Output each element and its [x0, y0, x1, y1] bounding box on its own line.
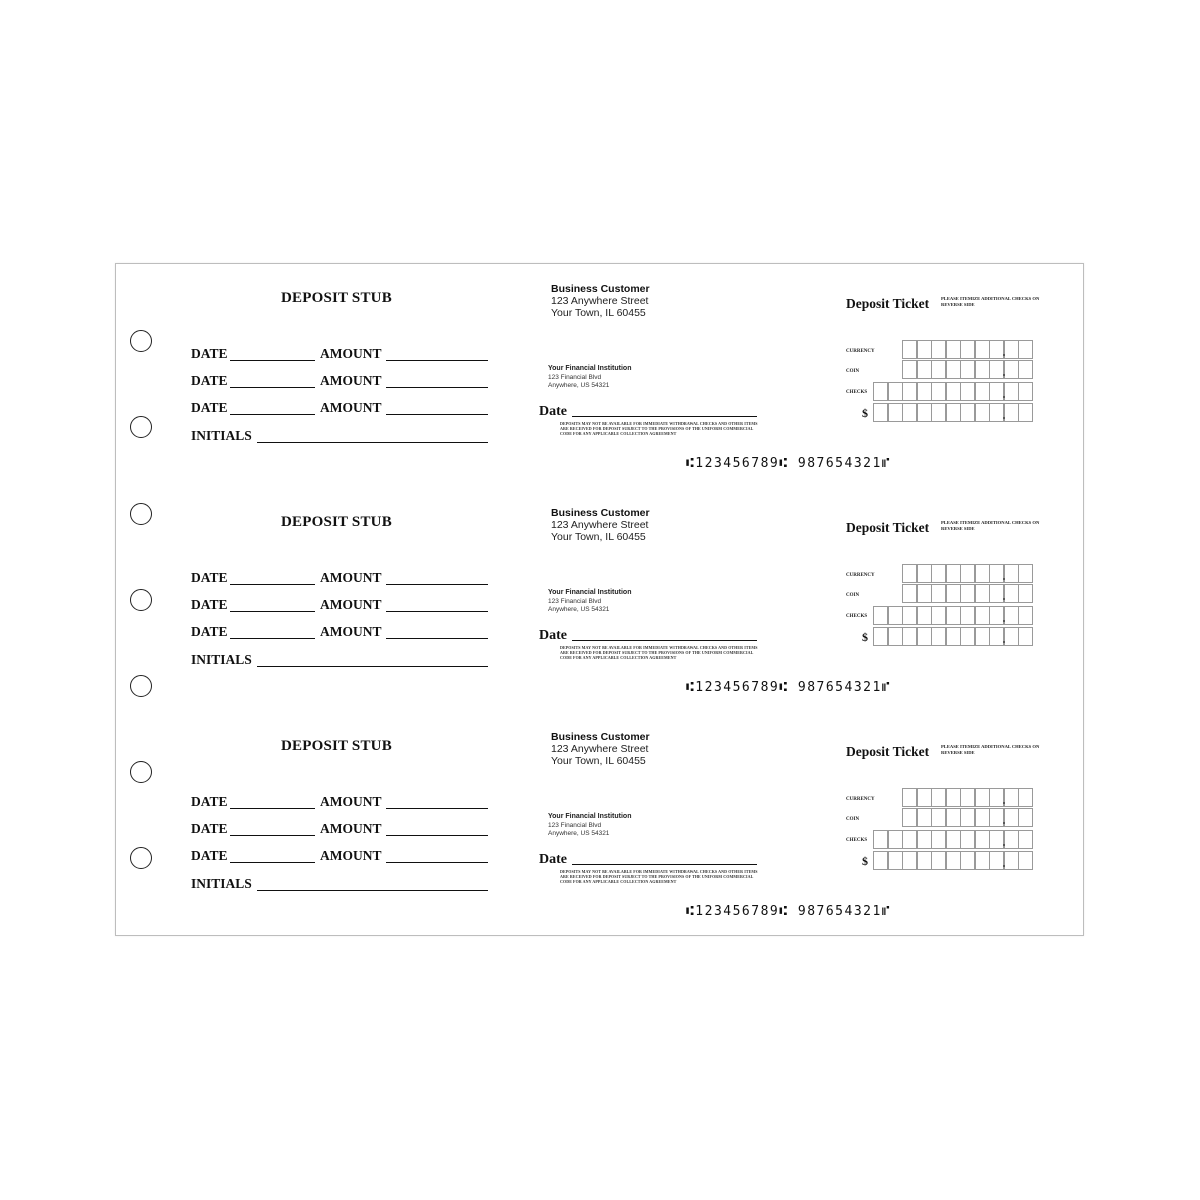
total-amount-cell[interactable] — [946, 627, 961, 646]
stub-date-label: DATE — [191, 821, 228, 836]
currency-amount-cell[interactable] — [989, 340, 1004, 359]
stub-amount-label: AMOUNT — [320, 624, 382, 639]
institution-street: 123 Financial Blvd — [548, 374, 602, 381]
checks-amount-cell[interactable] — [989, 382, 1004, 401]
checks-amount-cell[interactable] — [989, 830, 1004, 849]
currency-amount-cell[interactable] — [1004, 340, 1019, 359]
currency-amount-cell[interactable] — [975, 340, 990, 359]
coin-amount-cell[interactable] — [946, 808, 961, 827]
total-dollar-sign: $ — [862, 406, 868, 420]
total-amount-cell[interactable] — [931, 851, 946, 870]
total-amount-cell[interactable] — [888, 403, 903, 422]
checks-amount-cell[interactable] — [989, 606, 1004, 625]
total-dollar-sign: $ — [862, 630, 868, 644]
checks-label: CHECKS — [846, 614, 868, 619]
checks-amount-cell[interactable] — [946, 606, 961, 625]
coin-amount-cell[interactable] — [975, 584, 990, 603]
currency-amount-cell[interactable] — [1018, 564, 1033, 583]
deposit-ticket-title: Deposit Ticket — [846, 744, 930, 759]
currency-amount-cell[interactable] — [917, 564, 932, 583]
checks-amount-cell[interactable] — [902, 382, 917, 401]
stub-date-label: DATE — [191, 400, 228, 415]
coin-amount-cell[interactable] — [989, 584, 1004, 603]
stub-date-label: DATE — [191, 597, 228, 612]
coin-amount-cell[interactable] — [902, 360, 917, 379]
total-amount-cell[interactable] — [873, 851, 888, 870]
deposit-section — [116, 488, 1085, 712]
stub-date-field[interactable] — [230, 387, 315, 388]
checks-amount-cell[interactable] — [975, 382, 990, 401]
institution-street: 123 Financial Blvd — [548, 598, 602, 605]
itemize-note: PLEASE ITEMIZE ADDITIONAL CHECKS ON REVERSE SIDE — [941, 520, 1040, 531]
coin-amount-cell[interactable] — [1018, 808, 1033, 827]
stub-date-field[interactable] — [230, 414, 315, 415]
currency-amount-cell[interactable] — [902, 564, 917, 583]
customer-name: Business Customer — [551, 731, 650, 743]
decimal-point — [1003, 620, 1005, 622]
customer-city: Your Town, IL 60455 — [551, 307, 646, 319]
coin-amount-cell[interactable] — [975, 808, 990, 827]
checks-amount-cell[interactable] — [1018, 382, 1033, 401]
total-amount-cell[interactable] — [873, 403, 888, 422]
total-amount-cell[interactable] — [902, 403, 917, 422]
currency-amount-cell[interactable] — [975, 564, 990, 583]
checks-amount-cell[interactable] — [873, 382, 888, 401]
total-amount-cell[interactable] — [989, 403, 1004, 422]
stub-initials-field[interactable] — [257, 666, 488, 667]
stub-date-field[interactable] — [230, 835, 315, 836]
stub-date-field[interactable] — [230, 584, 315, 585]
stub-date-label: DATE — [191, 624, 228, 639]
stub-amount-label: AMOUNT — [320, 848, 382, 863]
deposit-ticket-title: Deposit Ticket — [846, 520, 930, 535]
stub-amount-field[interactable] — [386, 360, 488, 361]
checks-amount-cell[interactable] — [931, 382, 946, 401]
currency-amount-cell[interactable] — [1004, 564, 1019, 583]
total-amount-cell[interactable] — [960, 851, 975, 870]
ticket-date-label: Date — [539, 404, 567, 419]
decimal-point — [1003, 641, 1005, 643]
total-dollar-sign: $ — [862, 854, 868, 868]
currency-amount-cell[interactable] — [917, 788, 932, 807]
stub-date-label: DATE — [191, 570, 228, 585]
stub-date-field[interactable] — [230, 638, 315, 639]
total-amount-cell[interactable] — [1004, 851, 1019, 870]
ticket-date-label: Date — [539, 852, 567, 867]
coin-label: COIN — [846, 817, 860, 822]
stub-initials-label: INITIALS — [191, 652, 252, 667]
decimal-point — [1003, 578, 1005, 580]
stub-initials-label: INITIALS — [191, 428, 252, 443]
total-amount-cell[interactable] — [975, 403, 990, 422]
deposit-section — [116, 264, 1085, 488]
currency-amount-cell[interactable] — [902, 788, 917, 807]
stub-amount-label: AMOUNT — [320, 400, 382, 415]
institution-name: Your Financial Institution — [548, 589, 632, 596]
institution-street: 123 Financial Blvd — [548, 822, 602, 829]
checks-amount-cell[interactable] — [1018, 830, 1033, 849]
deposit-ticket-title: Deposit Ticket — [846, 296, 930, 311]
coin-amount-cell[interactable] — [960, 808, 975, 827]
stub-amount-field[interactable] — [386, 414, 488, 415]
coin-amount-cell[interactable] — [960, 360, 975, 379]
currency-label: CURRENCY — [846, 573, 875, 578]
coin-amount-cell[interactable] — [902, 808, 917, 827]
stub-amount-field[interactable] — [386, 862, 488, 863]
checks-amount-cell[interactable] — [917, 382, 932, 401]
checks-amount-cell[interactable] — [946, 830, 961, 849]
currency-amount-cell[interactable] — [931, 340, 946, 359]
stub-amount-label: AMOUNT — [320, 373, 382, 388]
customer-name: Business Customer — [551, 283, 650, 295]
checks-amount-cell[interactable] — [873, 606, 888, 625]
decimal-point — [1003, 417, 1005, 419]
currency-amount-cell[interactable] — [1018, 340, 1033, 359]
total-amount-cell[interactable] — [873, 627, 888, 646]
decimal-point — [1003, 802, 1005, 804]
stub-date-field[interactable] — [230, 611, 315, 612]
checks-amount-cell[interactable] — [902, 606, 917, 625]
stub-amount-field[interactable] — [386, 808, 488, 809]
currency-amount-cell[interactable] — [931, 788, 946, 807]
coin-amount-cell[interactable] — [946, 360, 961, 379]
coin-amount-cell[interactable] — [946, 584, 961, 603]
stub-initials-field[interactable] — [257, 890, 488, 891]
coin-amount-cell[interactable] — [917, 360, 932, 379]
currency-amount-cell[interactable] — [989, 564, 1004, 583]
total-amount-cell[interactable] — [975, 851, 990, 870]
checks-amount-cell[interactable] — [960, 382, 975, 401]
coin-amount-cell[interactable] — [1018, 584, 1033, 603]
stub-date-field[interactable] — [230, 862, 315, 863]
total-amount-cell[interactable] — [1018, 851, 1033, 870]
checks-amount-cell[interactable] — [946, 382, 961, 401]
total-amount-cell[interactable] — [960, 403, 975, 422]
coin-amount-cell[interactable] — [989, 360, 1004, 379]
stub-amount-field[interactable] — [386, 835, 488, 836]
micr-line: ⑆123456789⑆ 987654321⑈ — [686, 456, 892, 471]
ticket-date-field[interactable] — [572, 416, 757, 417]
checks-amount-cell[interactable] — [888, 606, 903, 625]
institution-city: Anywhere, US 54321 — [548, 382, 610, 389]
coin-amount-cell[interactable] — [960, 584, 975, 603]
institution-name: Your Financial Institution — [548, 813, 632, 820]
total-amount-cell[interactable] — [888, 851, 903, 870]
coin-amount-cell[interactable] — [989, 808, 1004, 827]
customer-city: Your Town, IL 60455 — [551, 755, 646, 767]
coin-amount-cell[interactable] — [1004, 808, 1019, 827]
total-amount-cell[interactable] — [931, 627, 946, 646]
institution-name: Your Financial Institution — [548, 365, 632, 372]
deposit-form-sheet — [115, 263, 1084, 936]
currency-amount-cell[interactable] — [917, 340, 932, 359]
micr-line: ⑆123456789⑆ 987654321⑈ — [686, 680, 892, 695]
customer-street: 123 Anywhere Street — [551, 519, 649, 531]
stub-initials-label: INITIALS — [191, 876, 252, 891]
currency-amount-cell[interactable] — [960, 788, 975, 807]
decimal-point — [1003, 598, 1005, 600]
coin-label: COIN — [846, 369, 860, 374]
checks-label: CHECKS — [846, 390, 868, 395]
total-amount-cell[interactable] — [975, 627, 990, 646]
currency-amount-cell[interactable] — [946, 564, 961, 583]
availability-notice: DEPOSITS MAY NOT BE AVAILABLE FOR IMMEDIATE WITHDRAWAL CHECKS AND OTHER ITEMS ARE RECEIVED FOR DEPOSIT SUBJECT TO THE PROVISIONS OF THE UNIFORM COMMERCIAL CODE FOR ANY APPLICABLE COLLECTION AGREEMENT — [560, 421, 758, 436]
decimal-point — [1003, 844, 1005, 846]
checks-amount-cell[interactable] — [960, 830, 975, 849]
total-amount-cell[interactable] — [902, 627, 917, 646]
checks-amount-cell[interactable] — [1004, 606, 1019, 625]
customer-city: Your Town, IL 60455 — [551, 531, 646, 543]
currency-label: CURRENCY — [846, 797, 875, 802]
decimal-point — [1003, 822, 1005, 824]
stub-amount-label: AMOUNT — [320, 794, 382, 809]
stub-title: DEPOSIT STUB — [281, 738, 392, 754]
coin-amount-cell[interactable] — [1004, 584, 1019, 603]
checks-amount-cell[interactable] — [931, 830, 946, 849]
stub-amount-label: AMOUNT — [320, 821, 382, 836]
stub-title: DEPOSIT STUB — [281, 514, 392, 530]
coin-amount-cell[interactable] — [931, 808, 946, 827]
coin-amount-cell[interactable] — [1004, 360, 1019, 379]
availability-notice: DEPOSITS MAY NOT BE AVAILABLE FOR IMMEDIATE WITHDRAWAL CHECKS AND OTHER ITEMS ARE RECEIVED FOR DEPOSIT SUBJECT TO THE PROVISIONS OF THE UNIFORM COMMERCIAL CODE FOR ANY APPLICABLE COLLECTION AGREEMENT — [560, 869, 758, 884]
currency-amount-cell[interactable] — [960, 340, 975, 359]
checks-amount-cell[interactable] — [1004, 830, 1019, 849]
coin-label: COIN — [846, 593, 860, 598]
total-amount-cell[interactable] — [917, 627, 932, 646]
total-amount-cell[interactable] — [989, 627, 1004, 646]
total-amount-cell[interactable] — [902, 851, 917, 870]
checks-amount-cell[interactable] — [888, 830, 903, 849]
stub-date-label: DATE — [191, 794, 228, 809]
stub-initials-field[interactable] — [257, 442, 488, 443]
currency-label: CURRENCY — [846, 349, 875, 354]
itemize-note: PLEASE ITEMIZE ADDITIONAL CHECKS ON REVERSE SIDE — [941, 296, 1040, 307]
stub-date-label: DATE — [191, 373, 228, 388]
currency-amount-cell[interactable] — [989, 788, 1004, 807]
checks-label: CHECKS — [846, 838, 868, 843]
stub-amount-field[interactable] — [386, 638, 488, 639]
stub-date-label: DATE — [191, 346, 228, 361]
checks-amount-cell[interactable] — [975, 830, 990, 849]
ticket-date-label: Date — [539, 628, 567, 643]
availability-notice: DEPOSITS MAY NOT BE AVAILABLE FOR IMMEDIATE WITHDRAWAL CHECKS AND OTHER ITEMS ARE RECEIVED FOR DEPOSIT SUBJECT TO THE PROVISIONS OF THE UNIFORM COMMERCIAL CODE FOR ANY APPLICABLE COLLECTION AGREEMENT — [560, 645, 758, 660]
customer-name: Business Customer — [551, 507, 650, 519]
stub-amount-field[interactable] — [386, 584, 488, 585]
total-amount-cell[interactable] — [989, 851, 1004, 870]
stub-date-label: DATE — [191, 848, 228, 863]
checks-amount-cell[interactable] — [1018, 606, 1033, 625]
institution-city: Anywhere, US 54321 — [548, 830, 610, 837]
stub-amount-field[interactable] — [386, 387, 488, 388]
currency-amount-cell[interactable] — [960, 564, 975, 583]
ticket-date-field[interactable] — [572, 640, 757, 641]
stub-amount-field[interactable] — [386, 611, 488, 612]
currency-amount-cell[interactable] — [1004, 788, 1019, 807]
institution-city: Anywhere, US 54321 — [548, 606, 610, 613]
total-amount-cell[interactable] — [1004, 403, 1019, 422]
coin-amount-cell[interactable] — [1018, 360, 1033, 379]
coin-amount-cell[interactable] — [931, 584, 946, 603]
decimal-point — [1003, 374, 1005, 376]
coin-amount-cell[interactable] — [931, 360, 946, 379]
decimal-point — [1003, 396, 1005, 398]
coin-amount-cell[interactable] — [902, 584, 917, 603]
currency-amount-cell[interactable] — [975, 788, 990, 807]
checks-amount-cell[interactable] — [917, 606, 932, 625]
checks-amount-cell[interactable] — [873, 830, 888, 849]
total-amount-cell[interactable] — [960, 627, 975, 646]
stub-amount-label: AMOUNT — [320, 597, 382, 612]
currency-amount-cell[interactable] — [902, 340, 917, 359]
checks-amount-cell[interactable] — [960, 606, 975, 625]
checks-amount-cell[interactable] — [975, 606, 990, 625]
currency-amount-cell[interactable] — [946, 340, 961, 359]
stub-date-field[interactable] — [230, 808, 315, 809]
total-amount-cell[interactable] — [917, 851, 932, 870]
coin-amount-cell[interactable] — [917, 808, 932, 827]
total-amount-cell[interactable] — [946, 403, 961, 422]
checks-amount-cell[interactable] — [902, 830, 917, 849]
customer-street: 123 Anywhere Street — [551, 295, 649, 307]
checks-amount-cell[interactable] — [931, 606, 946, 625]
total-amount-cell[interactable] — [917, 403, 932, 422]
stub-amount-label: AMOUNT — [320, 346, 382, 361]
coin-amount-cell[interactable] — [975, 360, 990, 379]
micr-line: ⑆123456789⑆ 987654321⑈ — [686, 904, 892, 919]
total-amount-cell[interactable] — [1018, 627, 1033, 646]
decimal-point — [1003, 354, 1005, 356]
currency-amount-cell[interactable] — [946, 788, 961, 807]
itemize-note: PLEASE ITEMIZE ADDITIONAL CHECKS ON REVERSE SIDE — [941, 744, 1040, 755]
stub-amount-label: AMOUNT — [320, 570, 382, 585]
checks-amount-cell[interactable] — [917, 830, 932, 849]
customer-street: 123 Anywhere Street — [551, 743, 649, 755]
stub-title: DEPOSIT STUB — [281, 290, 392, 306]
decimal-point — [1003, 865, 1005, 867]
currency-amount-cell[interactable] — [1018, 788, 1033, 807]
total-amount-cell[interactable] — [931, 403, 946, 422]
checks-amount-cell[interactable] — [1004, 382, 1019, 401]
total-amount-cell[interactable] — [946, 851, 961, 870]
total-amount-cell[interactable] — [1004, 627, 1019, 646]
ticket-date-field[interactable] — [572, 864, 757, 865]
coin-amount-cell[interactable] — [917, 584, 932, 603]
deposit-section — [116, 712, 1085, 936]
currency-amount-cell[interactable] — [931, 564, 946, 583]
total-amount-cell[interactable] — [1018, 403, 1033, 422]
stub-date-field[interactable] — [230, 360, 315, 361]
checks-amount-cell[interactable] — [888, 382, 903, 401]
total-amount-cell[interactable] — [888, 627, 903, 646]
